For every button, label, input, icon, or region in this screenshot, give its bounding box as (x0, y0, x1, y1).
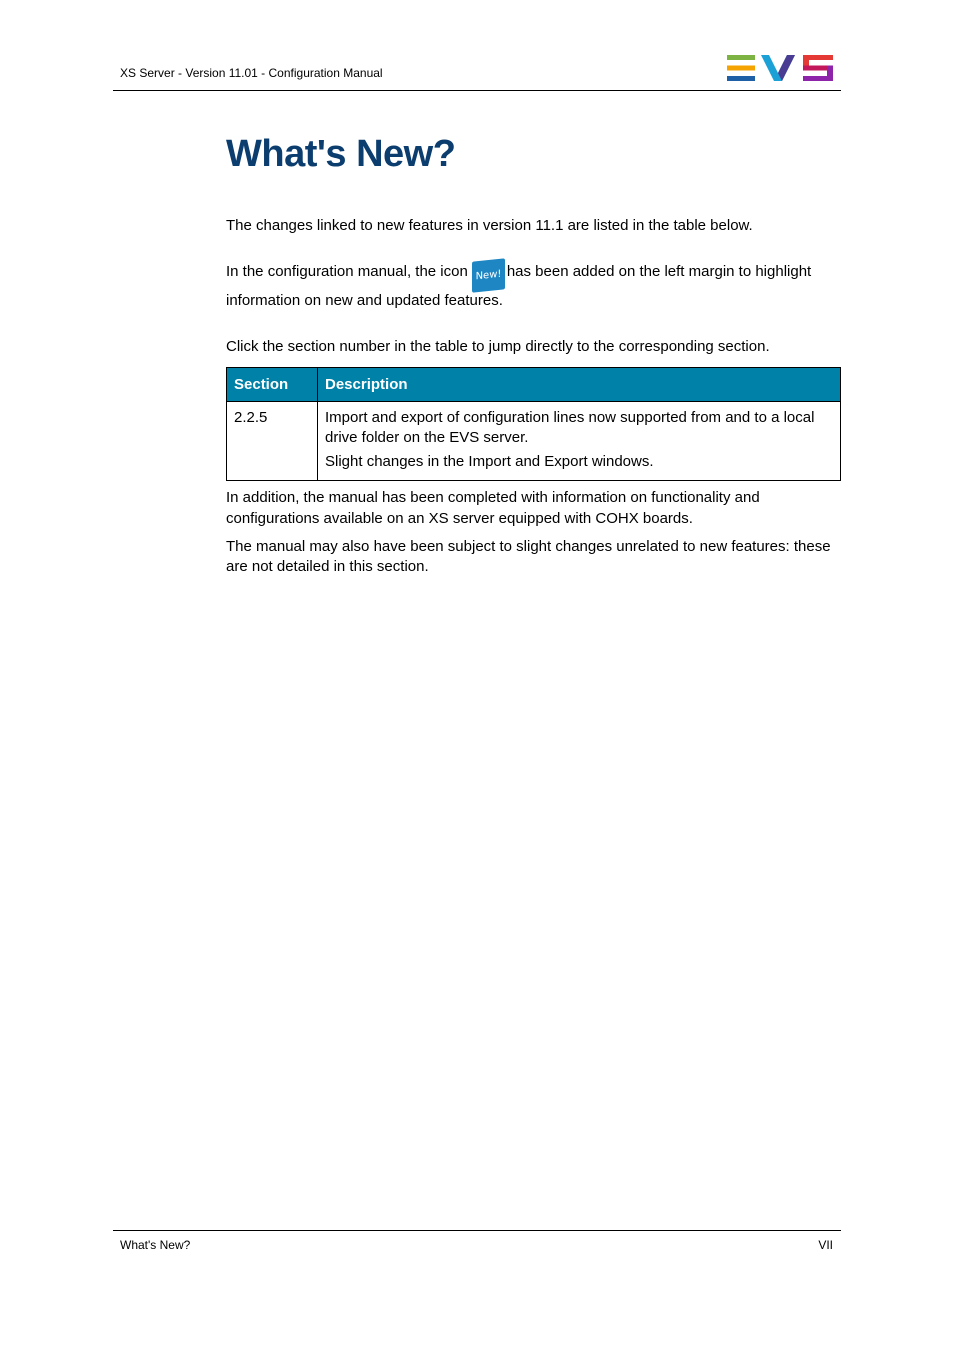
icon-sentence-before: In the configuration manual, the icon (226, 263, 468, 280)
column-header-section: Section (227, 368, 318, 402)
changes-note-paragraph: The manual may also have been subject to slight changes unrelated to new features: these are not detailed in this section. (226, 538, 831, 575)
description-line: Slight changes in the Import and Export windows. (325, 453, 654, 470)
icon-sentence-after: has been added on the left margin to highlight information on new and updated features. (226, 263, 812, 309)
header-divider (113, 90, 841, 91)
footer-section-title: What's New? (120, 1238, 191, 1252)
table-row (227, 402, 841, 481)
page-number: VII (818, 1238, 833, 1252)
evs-logo (727, 55, 833, 81)
description-line: Import and export of configuration lines now supported from and to a local drive folder on the EVS server. (325, 409, 815, 446)
icon-paragraph (226, 260, 836, 311)
section-cell (227, 402, 318, 481)
table-header-row (227, 368, 841, 402)
description-cell (318, 402, 841, 481)
click-hint-paragraph: Click the section number in the table to jump directly to the corresponding section. (226, 338, 770, 355)
footer-divider (113, 1230, 841, 1231)
page-title: What's New? (226, 133, 456, 175)
addition-paragraph: In addition, the manual has been completed with information on functionality and configurations available on an XS server equipped with COHX boards. (226, 489, 760, 527)
intro-paragraph: The changes linked to new features in version 11.1 are listed in the table below. (226, 217, 753, 234)
new-icon: New! (472, 258, 505, 292)
section-link[interactable]: 2.2.5 (234, 409, 268, 426)
column-header-description: Description (318, 368, 841, 402)
header-title: XS Server - Version 11.01 - Configuration Manual (120, 66, 383, 80)
changes-table (226, 367, 841, 481)
